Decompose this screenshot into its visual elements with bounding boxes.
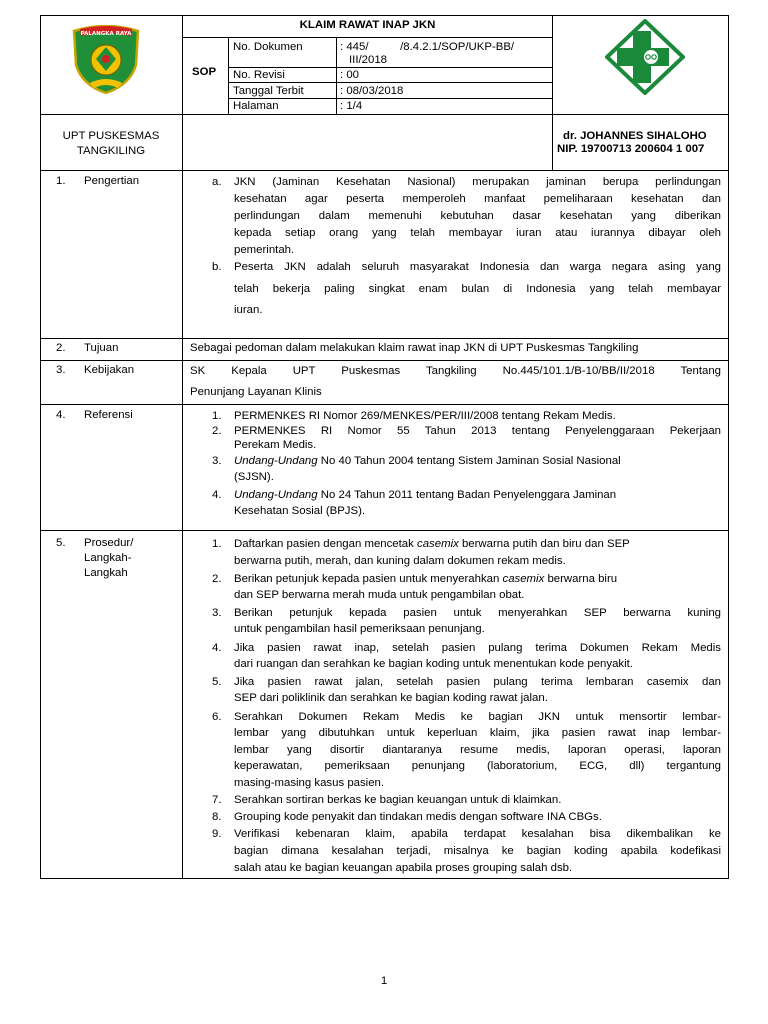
step-marker: 3. (212, 607, 222, 619)
sop-label: SOP (192, 66, 217, 78)
kebijakan-line: Penunjang Layanan Klinis (190, 386, 322, 398)
step-line: lembar yang dibutuhkan untuk keperluan klaim, jika pasien rawat inap lembar- (234, 727, 721, 739)
page-number: 1 (380, 975, 388, 987)
step-line: masing-masing kasus pasien. (234, 777, 385, 789)
field-value-no-revisi: : 00 (340, 69, 359, 81)
step-italic-term: casemix (417, 538, 459, 550)
step-marker: 4. (212, 642, 222, 654)
list-marker: b. (212, 261, 222, 273)
ref-italic-term: Undang-Undang (234, 455, 318, 467)
ref-line: (SJSN). (234, 471, 274, 483)
list-item-line: JKN (Jaminan Kesehatan Nasional) merupakan jaminan berupa perlindungan (234, 176, 721, 188)
step-line: Grouping kode penyakit dan tindakan medis dengan software INA CBGs. (234, 811, 602, 823)
step-marker: 2. (212, 573, 222, 585)
step-marker: 8. (212, 811, 222, 823)
section-number-referensi: 4. (56, 409, 66, 421)
ref-marker: 1. (212, 410, 222, 422)
signer-name: dr. JOHANNES SIHALOHO (563, 130, 707, 142)
document-title: KLAIM RAWAT INAP JKN (299, 19, 436, 31)
list-item-line: kesehatan agar peserta memperoleh manfaat pemeliharaan kesehatan dan (234, 193, 721, 205)
section-number-prosedur: 5. (56, 537, 66, 549)
kebijakan-line: SK Kepala UPT Puskesmas Tangkiling No.445/101.1/B-10/BB/II/2018 Tentang (190, 365, 721, 377)
list-item-line: Peserta JKN adalah seluruh masyarakat Indonesia dan warga negara asing yang (234, 261, 721, 273)
step-marker: 9. (212, 828, 222, 840)
step-line: Jika pasien rawat inap, setelah pasien pulang terima Dokumen Rekam Medis (234, 642, 721, 654)
list-item-line: kepada setiap orang yang telah membayar iuran atau iurannya dibayar oleh (234, 227, 721, 239)
section-title-prosedur: Prosedur/ (84, 537, 134, 549)
ref-line (234, 453, 621, 469)
list-item-line: iuran. (234, 304, 263, 316)
ref-marker: 3. (212, 455, 222, 467)
section-number-tujuan: 2. (56, 342, 66, 354)
step-line: Berikan petunjuk kepada pasien untuk menyerahkan SEP berwarna kuning (234, 607, 721, 619)
step-text: berwarna putih dan biru dan SEP (458, 538, 630, 550)
step-line: untuk pengambilan hasil pemeriksaan penunjang. (234, 623, 485, 635)
step-line: keperawatan, pemeriksaan penunjang (laboratorium, ECG, dll) tergantung (234, 760, 721, 772)
step-marker: 5. (212, 676, 222, 688)
step-line: SEP dari poliklinik dan serahkan ke bagian koding rawat jalan. (234, 692, 548, 704)
ref-text: No 40 Tahun 2004 tentang Sistem Jaminan Sosial Nasional (317, 455, 621, 467)
step-text: berwarna biru (544, 573, 618, 585)
section-title-prosedur: Langkah- (84, 552, 132, 564)
step-italic-term: casemix (502, 573, 545, 585)
org-name-line2: TANGKILING (76, 145, 146, 157)
section-title-kebijakan: Kebijakan (84, 364, 135, 376)
step-line: Verifikasi kebenaran klaim, apabila terdapat kesalahan bisa dikembalikan ke (234, 828, 721, 840)
field-label-no-revisi: No. Revisi (233, 69, 285, 81)
field-label-no-dokumen: No. Dokumen (233, 41, 303, 53)
ref-line (234, 487, 616, 503)
list-item-line: pemerintah. (234, 244, 295, 256)
section-number-kebijakan: 3. (56, 364, 66, 376)
field-value-halaman: : 1/4 (340, 100, 363, 112)
list-marker: a. (212, 176, 222, 188)
ref-marker: 4. (212, 489, 222, 501)
step-line: salah atau ke bagian keuangan apabila proses grouping salah dsb. (234, 862, 573, 874)
step-line: Serahkan Dokumen Rekam Medis ke bagian JKN untuk mensortir lembar- (234, 711, 721, 723)
puskesmas-logo (605, 19, 685, 95)
section-title-referensi: Referensi (84, 409, 133, 421)
field-label-halaman: Halaman (233, 100, 279, 112)
ref-line: PERMENKES RI Nomor 269/MENKES/PER/III/2008 tentang Rekam Medis. (234, 410, 616, 422)
step-line: Serahkan sortiran berkas ke bagian keuangan untuk di klaimkan. (234, 794, 562, 806)
step-line: berwarna putih, merah, dan kuning dalam dokumen rekam medis. (234, 555, 566, 567)
list-item-line: telah bekerja paling singkat enam bulan di Indonesia yang telah membayar (234, 283, 721, 295)
step-line (234, 536, 721, 552)
signer-nip: NIP. 19700713 200604 1 007 (557, 143, 705, 155)
field-value-no-dokumen-cont: III/2018 (349, 54, 387, 66)
city-emblem-logo (70, 25, 142, 95)
ref-line: Perekam Medis. (234, 439, 317, 451)
section-number-pengertian: 1. (56, 175, 66, 187)
step-text: Daftarkan pasien dengan mencetak (234, 538, 418, 550)
ref-marker: 2. (212, 425, 222, 437)
step-marker: 1. (212, 538, 222, 550)
svg-text:PALANGKA RAYA: PALANGKA RAYA (80, 31, 132, 37)
org-name-line1: UPT PUSKESMAS (62, 130, 160, 142)
ref-line: Kesehatan Sosial (BPJS). (234, 505, 366, 517)
field-value-tanggal-terbit: : 08/03/2018 (340, 85, 404, 97)
step-line (234, 571, 721, 587)
step-line: Jika pasien rawat jalan, setelah pasien pulang terima lembaran casemix dan (234, 676, 721, 688)
field-value-no-dokumen: : 445/ /8.4.2.1/SOP/UKP-BB/ (340, 41, 515, 53)
ref-italic-term: Undang-Undang (234, 489, 318, 501)
step-line: lembar yang disortir diantaranya resume medis, laporan operasi, laporan (234, 744, 721, 756)
step-line: dari ruangan dan serahkan ke bagian koding untuk menentukan kode penyakit. (234, 658, 633, 670)
field-label-tanggal-terbit: Tanggal Terbit (233, 85, 304, 97)
step-marker: 7. (212, 794, 222, 806)
section-title-tujuan: Tujuan (84, 342, 119, 354)
tujuan-text: Sebagai pedoman dalam melakukan klaim rawat inap JKN di UPT Puskesmas Tangkiling (190, 342, 639, 354)
step-line: dan SEP berwarna merah muda untuk pengambilan obat. (234, 589, 525, 601)
ref-text: No 24 Tahun 2011 tentang Badan Penyelenggara Jaminan (317, 489, 617, 501)
step-marker: 6. (212, 711, 222, 723)
step-text: Berikan petunjuk kepada pasien untuk menyerahkan (234, 573, 503, 585)
list-item-line: perlindungan dalam memenuhi kebutuhan dasar kesehatan yang diberikan (234, 210, 721, 222)
step-line: bagian dimana kesalahan terjadi, misalnya ke bagian koding apabila kodefikasi (234, 845, 721, 857)
section-title-pengertian: Pengertian (84, 175, 140, 187)
section-title-prosedur: Langkah (84, 567, 128, 579)
ref-line: PERMENKES RI Nomor 55 Tahun 2013 tentang Penyelenggaraan Pekerjaan (234, 425, 721, 437)
